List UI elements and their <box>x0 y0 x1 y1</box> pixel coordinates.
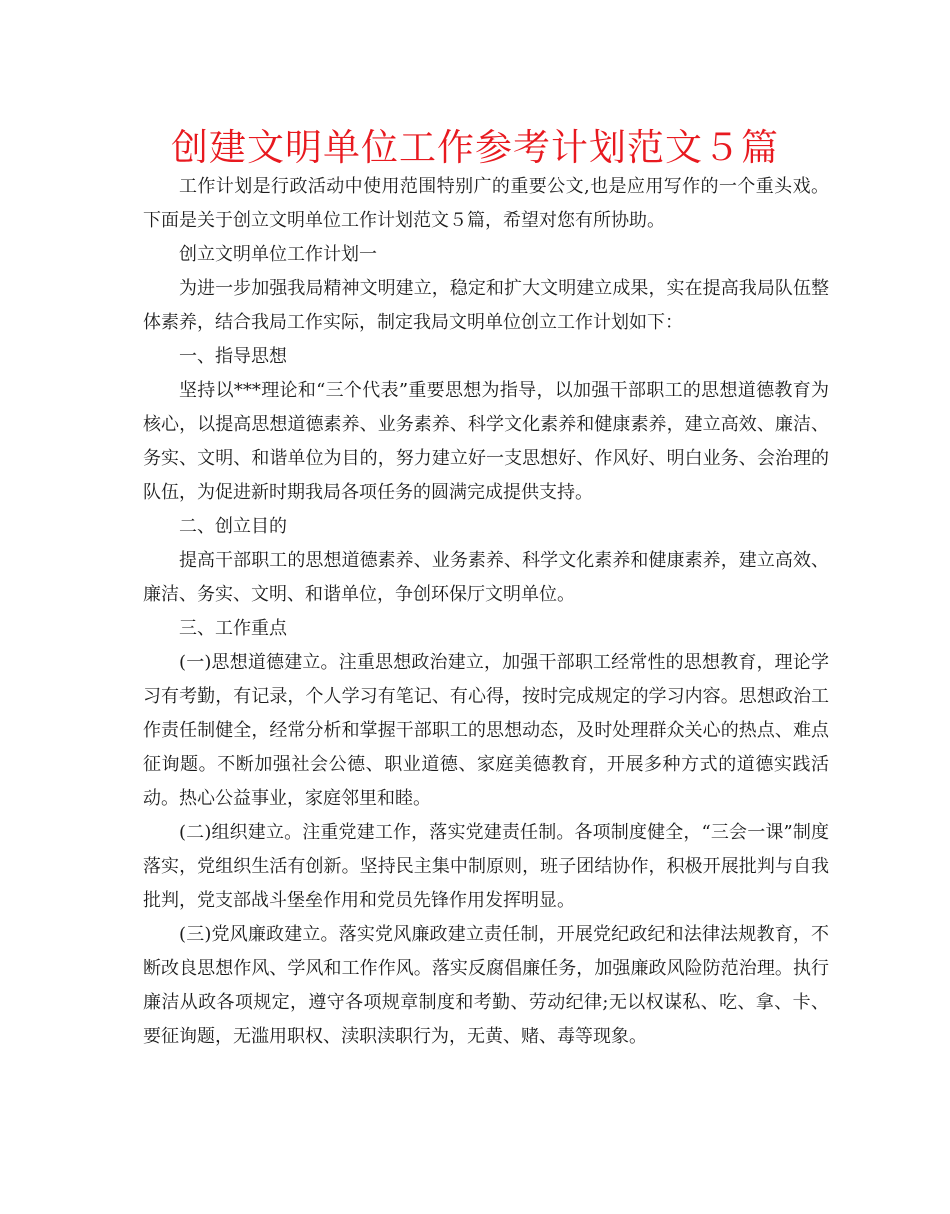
section-heading-goal: 二、创立目的 <box>179 516 287 537</box>
document-body <box>143 170 829 1054</box>
paragraph-ideology-morality: (一)思想道德建立。注重思想政治建立，加强干部职工经常性的思想教育，理论学习有考勤，有记录，个人学习有笔记、有心得，按时完成规定的学习内容。思想政治工作责任制健全，经常分析和掌握干部职工的思想动态，及时处理群众关心的热点、难点征询题。不断加强社会公德、职业道德、家庭美德教育，开展多种方式的道德实践活动。热心公益事业，家庭邻里和睦。 <box>143 652 829 809</box>
paragraph-goal: 提高干部职工的思想道德素养、业务素养、科学文化素养和健康素养，建立高效、廉洁、务实、文明、和谐单位，争创环保厅文明单位。 <box>143 550 829 605</box>
paragraph-purpose: 为进一步加强我局精神文明建立，稳定和扩大文明建立成果，实在提高我局队伍整体素养，结合我局工作实际，制定我局文明单位创立工作计划如下： <box>143 278 829 333</box>
document-title: 创建文明单位工作参考计划范文５篇 <box>171 126 779 169</box>
paragraph-heading-plan-one: 创立文明单位工作计划一 <box>179 244 377 265</box>
section-heading-work-focus: 三、工作重点 <box>179 618 287 639</box>
section-heading-guiding-thought: 一、指导思想 <box>179 346 287 367</box>
paragraph-intro: 工作计划是行政活动中使用范围特别广的重要公文,也是应用写作的一个重头戏。下面是关于创立文明单位工作计划范文５篇，希望对您有所协助。 <box>143 176 829 231</box>
paragraph-organization: (二)组织建立。注重党建工作，落实党建责任制。各项制度健全，“三会一课”制度落实，党组织生活有创新。坚持民主集中制原则，班子团结协作，积极开展批判与自我批判，党支部战斗堡垒作用和党员先锋作用发挥明显。 <box>143 822 829 911</box>
paragraph-guiding-thought: 坚持以***理论和“三个代表”重要思想为指导，以加强干部职工的思想道德教育为核心，以提高思想道德素养、业务素养、科学文化素养和健康素养，建立高效、廉洁、务实、文明、和谐单位为目的，努力建立好一支思想好、作风好、明白业务、会治理的队伍，为促进新时期我局各项任务的圆满完成提供支持。 <box>143 380 829 503</box>
paragraph-party-integrity: (三)党风廉政建立。落实党风廉政建立责任制，开展党纪政纪和法律法规教育，不断改良思想作风、学风和工作作风。落实反腐倡廉任务，加强廉政风险防范治理。执行廉洁从政各项规定，遵守各项规章制度和考勤、劳动纪律;无以权谋私、吃、拿、卡、要征询题，无滥用职权、渎职渎职行为，无黄、赌、毒等现象。 <box>143 924 829 1047</box>
